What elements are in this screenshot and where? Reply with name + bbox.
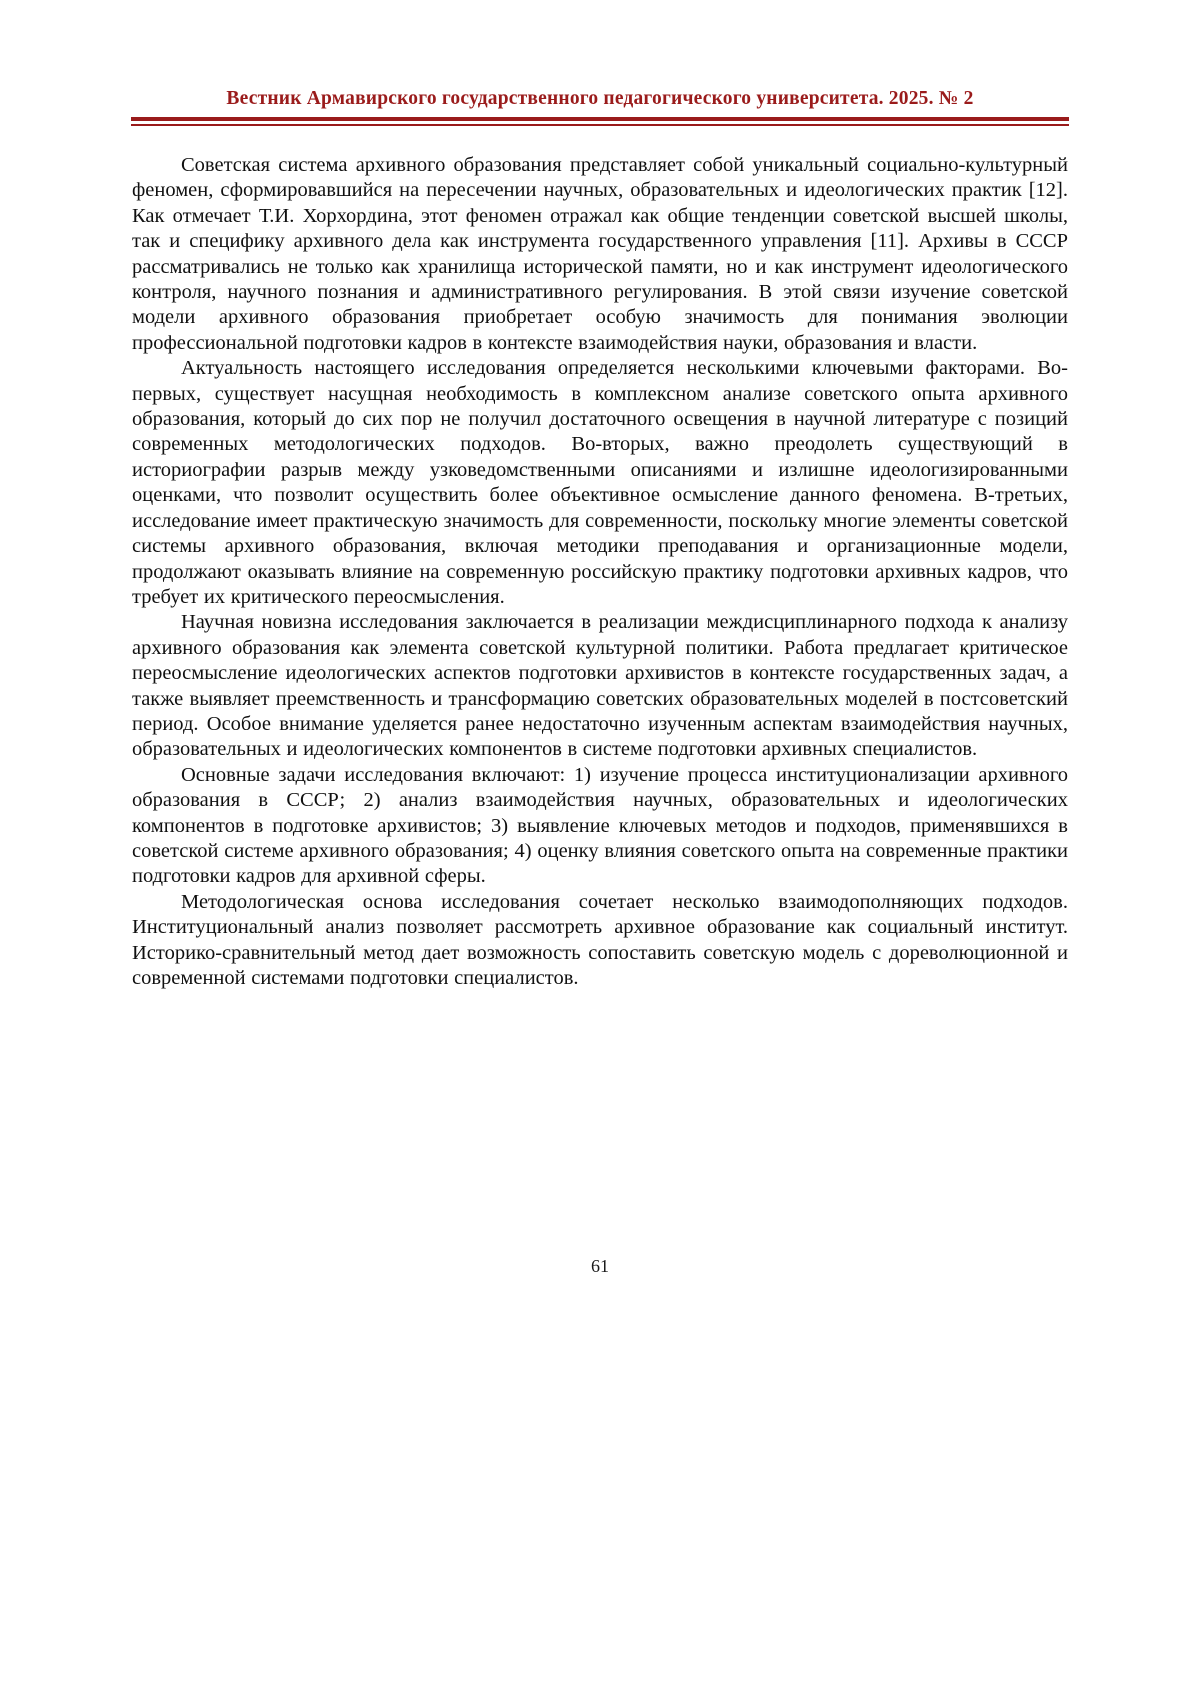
paragraph-intro: Советская система архивного образования представляет собой уникальный социально-культурный феномен, сформировавшийся на пересечении научных, образовательных и идеологических практик [12]. Как отмечает Т.И. Хорхордина, этот феномен отражал как общие тенденции советской высшей школы, так и специфику архивного дела как инструмента государственного управления [11]. Архивы в СССР рассматривались не только как хранилища исторической памяти, но и как инструмент идеологического контроля, научного познания и административного регулирования. В этой связи изучение советской модели архивного образования приобретает особую значимость для понимания эволюции профессиональной подготовки кадров в контексте взаимодействия науки, образования и власти. — [132, 154, 1068, 354]
journal-header-title: Вестник Армавирского государственного педагогического университета. 2025. № 2 — [226, 88, 974, 109]
paragraph-novelty: Научная новизна исследования заключается в реализации междисциплинарного подхода к анализу архивного образования как элемента советской культурной политики. Работа предлагает критическое переосмысление идеологических аспектов подготовки архивистов в контексте государственных задач, а также выявляет преемственность и трансформацию советских образовательных моделей в постсоветский период. Особое внимание уделяется ранее недостаточно изученным аспектам взаимодействия научных, образовательных и идеологических компонентов в системе подготовки архивных специалистов. — [132, 611, 1068, 761]
paragraph-objectives: Основные задачи исследования включают: 1) изучение процесса институционализации архивного образования в СССР; 2) анализ взаимодействия научных, образовательных и идеологических компонентов в подготовке архивистов; 3) выявление ключевых методов и подходов, применявшихся в советской системе архивного образования; 4) оценку влияния советского опыта на современные практики подготовки кадров для архивной сферы. — [132, 763, 1068, 888]
paragraph-methodology: Методологическая основа исследования сочетает несколько взаимодополняющих подходов. Институциональный анализ позволяет рассмотреть архивное образование как социальный институт. Историко-сравнительный метод дает возможность сопоставить советскую модель с дореволюционной и современной системами подготовки специалистов. — [132, 890, 1068, 989]
page-number: 61 — [591, 1256, 609, 1276]
header-double-rule — [131, 117, 1069, 126]
paragraph-relevance: Актуальность настоящего исследования определяется несколькими ключевыми факторами. Во-первых, существует насущная необходимость в комплексном анализе советского опыта архивного образования, который до сих пор не получил достаточного освещения в научной литературе с позиций современных методологических подходов. Во-вторых, важно преодолеть существующий в историографии разрыв между узковедомственными описаниями и излишне идеологизированными оценками, что позволит осуществить более объективное осмысление данного феномена. В-третьих, исследование имеет практическую значимость для современности, поскольку многие элементы советской системы архивного образования, включая методики преподавания и организационные модели, продолжают оказывать влияние на современную российскую практику подготовки архивных кадров, что требует их критического переосмысления. — [132, 357, 1068, 608]
article-body — [132, 153, 1068, 991]
